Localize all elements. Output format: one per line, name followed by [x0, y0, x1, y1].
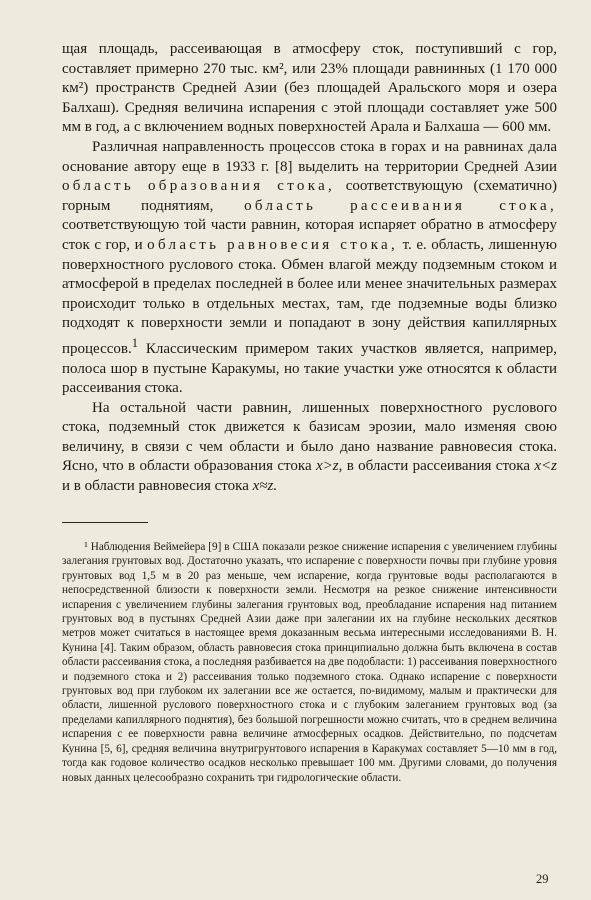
formula-x-less-z: x<z [534, 458, 557, 475]
paragraph-2-part-g: т. е. область, лишенную поверхностного руслового стока. Обмен влагой между подземным стоком и атмосферой в пределах последней в более или менее значительных размерах происходит только в отдельных местах, там, где подземные воды близко подходят к поверхности земли и попадают в зону действия капиллярных процессов. [62, 236, 557, 357]
formula-x-approx-z: x≈z. [252, 478, 278, 495]
paragraph-2-part-h: Классическим примером таких участков является, например, полоса шор в пустыне Каракумы, но такие участки уже относятся к области рассеивания стока. [62, 340, 557, 397]
paragraph-3-part-c: и в области равновесия стока [62, 478, 249, 495]
paragraph-3-part-a: На остальной части равнин, лишенных поверхностного руслового стока, подземный сток движется к базисам эрозии, мало изменяя свою величину, в связи с чем области и было дано название равновесия стока. Ясно, что в области образования стока [62, 399, 557, 475]
footnote-reference: 1 [131, 335, 138, 350]
page-number: 29 [536, 872, 549, 886]
paragraph-1 [62, 40, 557, 138]
paragraph-3 [62, 399, 557, 497]
term-dispersion-area: область рассеивания стока, [244, 197, 557, 214]
paragraph-1-text: щая площадь, рассеивающая в атмосферу сток, поступивший с гор, составляет примерно 270 тыс. км², или 23% площади равнинных (1 170 000 км²) пространств Средней Азии (без площадей Аральского моря и озера Балхаш). Средняя величина испарения с этой площади составляет уже 500 мм в год, а с включением водных поверхностей Арала и Балхаша — 600 мм. [62, 41, 557, 136]
paragraph-3-part-b: в области рассеивания стока [346, 458, 531, 475]
paragraph-2 [62, 138, 557, 399]
paragraph-2-part-c: соответствующую (схематично) горным поднятиям, [62, 178, 557, 214]
paragraph-2-part-e: соответствующую той части равнин, которая испаряет обратно в атмосферу сток с гор, и [62, 217, 557, 253]
paragraph-2-part-a: Различная направленность процессов стока в горах и на равнинах дала основание автору еще в 1933 г. [8] выделить на территории Средней Азии [62, 138, 557, 175]
footnote [62, 540, 557, 785]
formula-x-greater-z: x>z, [315, 458, 343, 475]
footnote-text: Наблюдения Веймейера [9] в США показали резкое снижение испарения с увеличением глубины залегания грунтовых вод. Достаточно указать, что испарение с поверхности почвы при глубине уровня грунтовых вод 1,5 м в 20 раз меньше, чем испарение, когда грунтовые воды располагаются в непосредственной близости к поверхности земли. Несмотря на резкое снижение интенсивности испарения с увеличением глубины залегания грунтовых вод, преобладание испарения над питанием грунтовых вод в пустынях Средней Азии даже при залегании их на глубине нескольких десятков метров может считаться в настоящее время доказанным весьма интересными исследованиями В. Н. Кунина [4]. Таким образом, область равновесия стока принципиально должна быть включена в состав области рассеивания стока, а последняя разбивается на две подобласти: 1) рассеивания поверхностного и подземного стока и 2) рассеивания только подземного стока. Однако испарение с поверхности грунтовых вод при глубоком их залегании все же остается, по-видимому, малым и практически для области, лишенной руслового поверхностного стока и с глубоким залеганием грунтовых вод (за пределами капиллярного поднятия), без большой погрешности можно считать, что в среднем величина испарения с ее поверхности равна величине атмосферных осадков. Действительно, по подсчетам Кунина [5, 6], средняя величина внутригрунтового испарения в Каракумах составляет 5—10 мм в год, тогда как годовое количество осадков несколько превышает 100 мм. Другими словами, до получения новых данных целесообразно сохранить три гидрологические области. [62, 541, 557, 784]
footnote-marker: ¹ [84, 541, 88, 553]
main-text [62, 40, 557, 497]
footnote-divider [62, 522, 148, 523]
term-formation-area: область образования стока, [62, 178, 336, 195]
footnote-paragraph [62, 540, 557, 785]
term-equilibrium-area: область равновесия стока, [147, 236, 399, 253]
